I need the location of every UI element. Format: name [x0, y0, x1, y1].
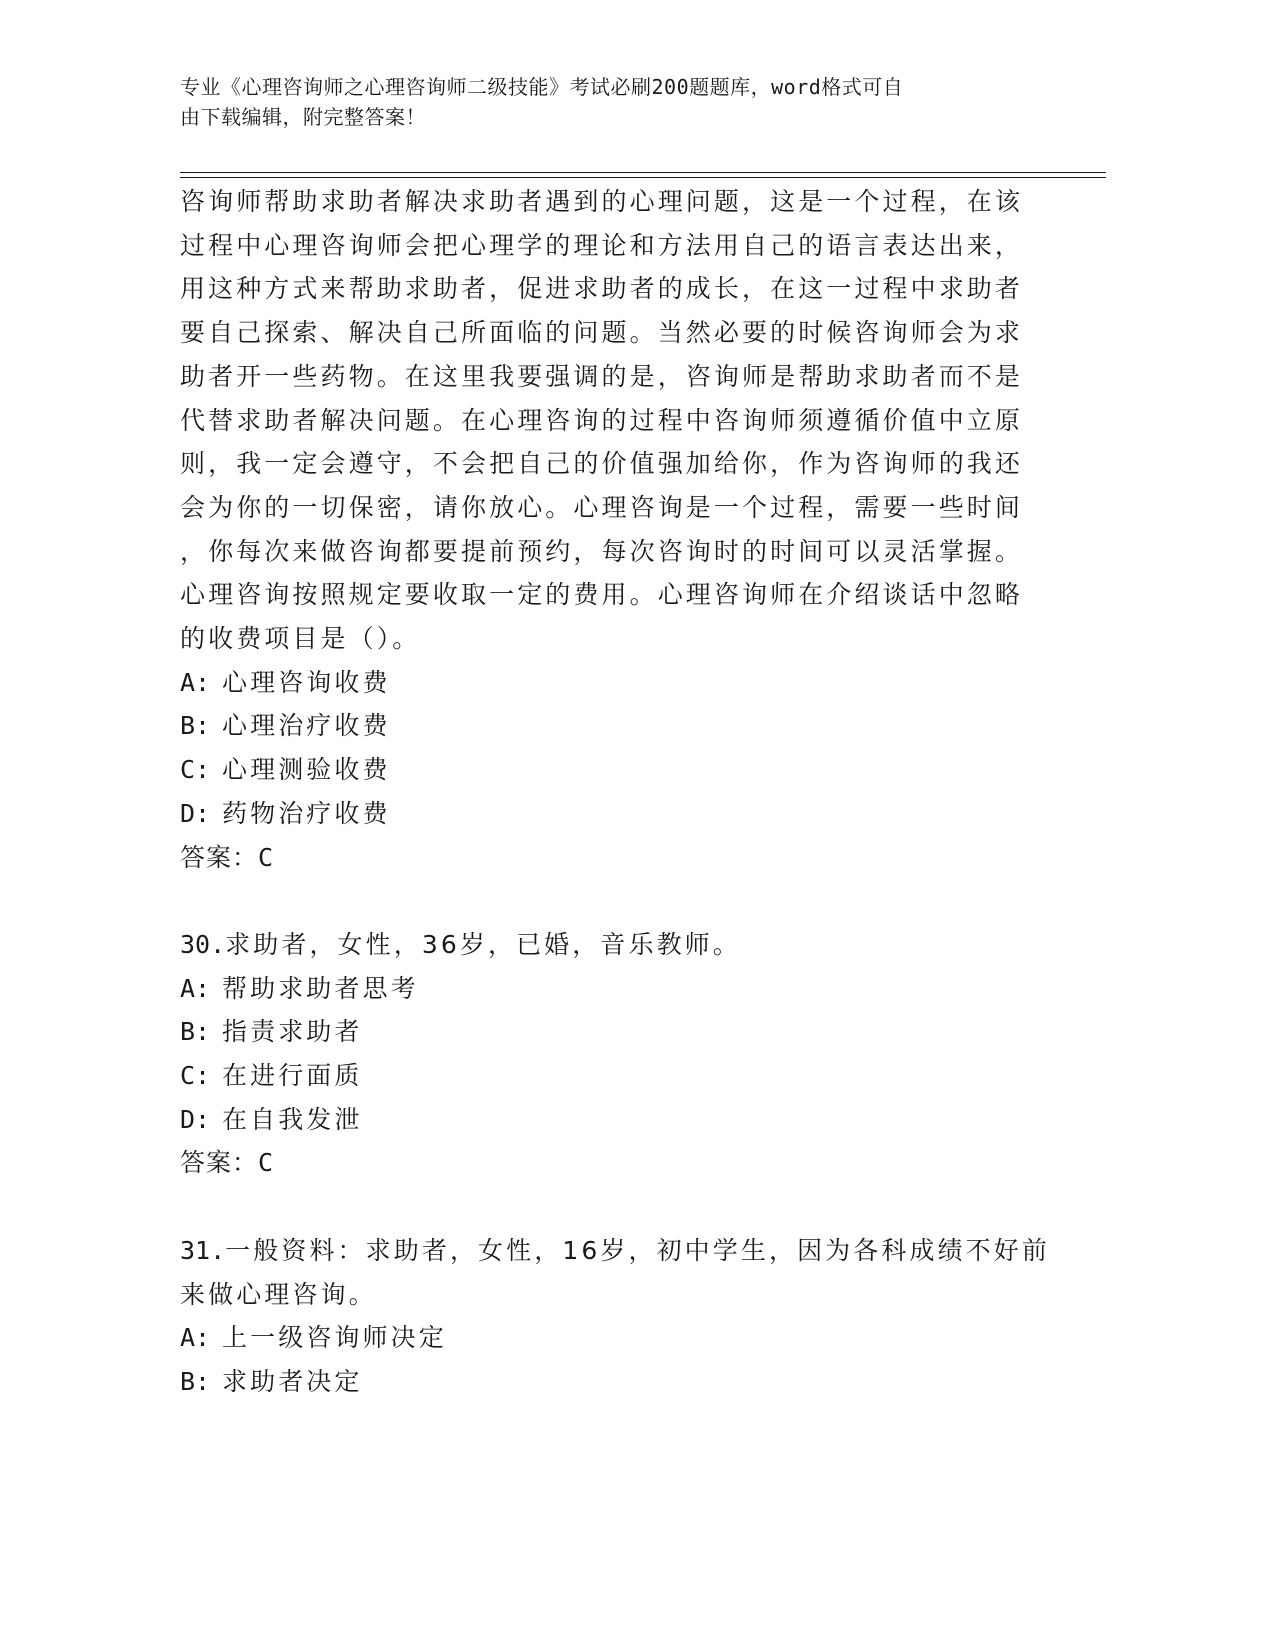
answer-value: C: [258, 1148, 275, 1178]
question-number: 31.: [180, 1235, 226, 1265]
option-a: [180, 1316, 1080, 1360]
option-text: 指责求助者: [222, 1017, 363, 1047]
stem-line: ，你每次来做咨询都要提前预约，每次咨询时的时间可以灵活掌握。: [180, 536, 1024, 566]
option-key: C:: [180, 1061, 211, 1091]
question-text: 求助者，女性，36岁，已婚，音乐教师。: [225, 929, 741, 959]
option-key: A:: [180, 667, 211, 697]
spacer: [180, 1185, 1080, 1229]
stem-line: 咨询师帮助求助者解决求助者遇到的心理问题，这是一个过程，在该: [180, 187, 1024, 216]
option-b: [180, 1010, 1080, 1054]
stem-line: 助者开一些药物。在这里我要强调的是，咨询师是帮助求助者而不是: [180, 361, 1024, 391]
question-29-block: [180, 180, 1080, 879]
option-text: 心理咨询收费: [222, 667, 391, 697]
stem-line: 代替求助者解决问题。在心理咨询的过程中咨询师须遵循价值中立原: [180, 405, 1024, 435]
option-key: B:: [180, 1366, 211, 1396]
stem-line: 过程中心理咨询师会把心理学的理论和方法用自己的语言表达出来，: [180, 230, 1024, 260]
option-b: [180, 1360, 1080, 1404]
question-31-stem: [180, 1229, 1080, 1316]
option-a: [180, 661, 1080, 705]
header-divider: [180, 172, 1106, 178]
stem-line: 的收费项目是（）。: [180, 624, 421, 654]
header-line-1: 专业《心理咨询师之心理咨询师二级技能》考试必刷200题题库，word格式可自: [180, 75, 904, 99]
answer-label: 答案：: [180, 1148, 259, 1178]
stem-line: 会为你的一切保密，请你放心。心理咨询是一个过程，需要一些时间: [180, 492, 1024, 522]
option-c: [180, 1054, 1080, 1098]
option-text: 心理治疗收费: [222, 711, 391, 741]
spacer: [180, 879, 1080, 923]
question-30-block: [180, 923, 1080, 1185]
answer-line: [180, 1141, 1080, 1185]
option-b: [180, 704, 1080, 748]
stem-line: 用这种方式来帮助求助者，促进求助者的成长，在这一过程中求助者: [180, 274, 1024, 304]
option-text: 心理测验收费: [222, 755, 391, 785]
answer-line: [180, 836, 1080, 880]
stem-line: 则，我一定会遵守，不会把自己的价值强加给你，作为咨询师的我还: [180, 449, 1024, 479]
option-key: D:: [180, 1104, 211, 1134]
question-31-block: [180, 1229, 1080, 1404]
stem-line: 心理咨询按照规定要收取一定的费用。心理咨询师在介绍谈话中忽略: [180, 580, 1024, 610]
option-d: [180, 792, 1080, 836]
stem-line: 来做心理咨询。: [180, 1279, 377, 1309]
question-29-stem: [180, 180, 1080, 661]
stem-line: 要自己探索、解决自己所面临的问题。当然必要的时候咨询师会为求: [180, 318, 1024, 348]
question-number: 30.: [180, 929, 226, 959]
option-text: 上一级咨询师决定: [222, 1323, 447, 1353]
document-header: [180, 72, 1060, 132]
option-c: [180, 748, 1080, 792]
option-text: 求助者决定: [222, 1366, 363, 1396]
option-key: B:: [180, 711, 211, 741]
option-key: B:: [180, 1017, 211, 1047]
header-line-2: 由下载编辑，附完整答案！: [180, 105, 426, 129]
question-text: 一般资料：求助者，女性，16岁，初中学生，因为各科成绩不好前: [225, 1235, 1050, 1265]
option-key: D:: [180, 798, 211, 828]
option-a: [180, 967, 1080, 1011]
option-text: 帮助求助者思考: [222, 973, 419, 1003]
answer-value: C: [258, 842, 275, 872]
option-key: C:: [180, 755, 211, 785]
option-d: [180, 1098, 1080, 1142]
option-text: 在进行面质: [222, 1061, 363, 1091]
document-body: [180, 180, 1080, 1404]
answer-label: 答案：: [180, 842, 259, 872]
question-30-stem: [180, 923, 1080, 967]
option-key: A:: [180, 973, 211, 1003]
option-text: 在自我发泄: [222, 1104, 363, 1134]
option-key: A:: [180, 1323, 211, 1353]
option-text: 药物治疗收费: [222, 798, 391, 828]
